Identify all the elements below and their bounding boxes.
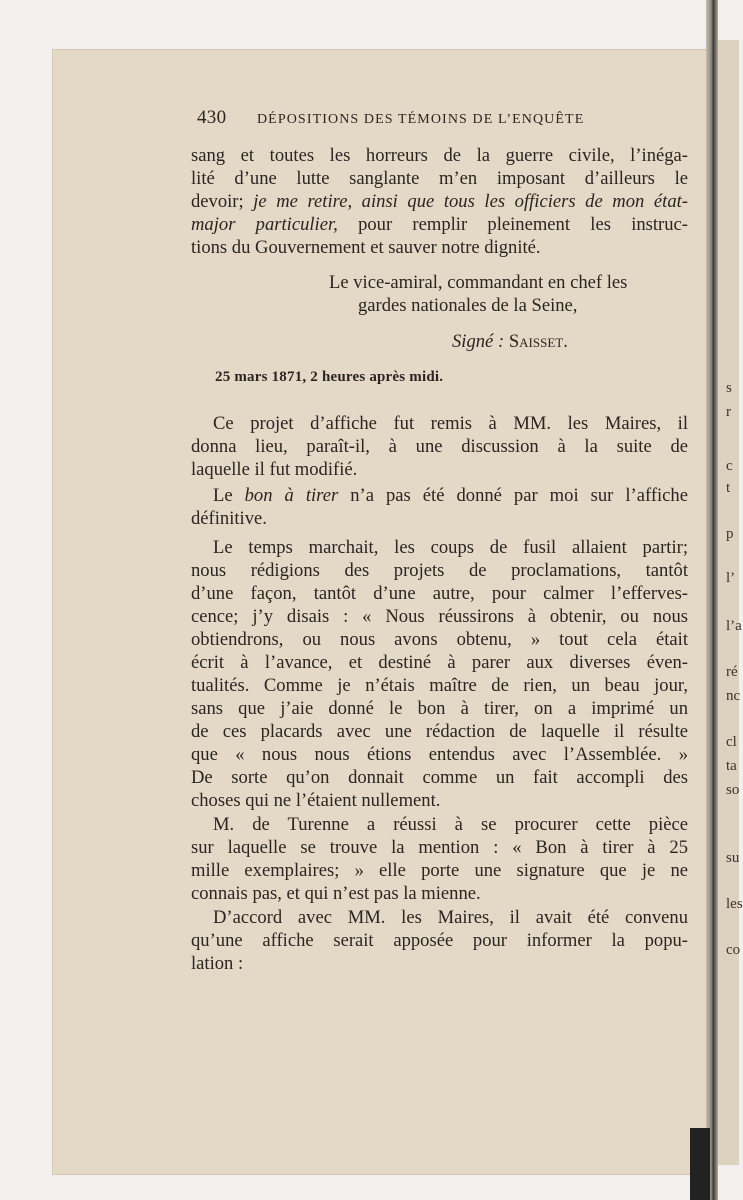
- text-line: Le temps marchait, les coups de fusil allaient partir;: [213, 537, 688, 558]
- text-line: sans que j’aie donné le bon à tirer, on a imprimé un: [191, 698, 688, 719]
- facing-fragment: r: [726, 404, 731, 420]
- running-title: DÉPOSITIONS DES TÉMOINS DE L’ENQUÊTE: [256, 112, 585, 127]
- text-fragment: Le: [213, 485, 245, 506]
- facing-fragment: les: [726, 896, 743, 912]
- text-line: mille exemplaires; » elle porte une signature que je ne: [191, 860, 688, 881]
- signatory-line: gardes nationales de la Seine,: [358, 295, 578, 316]
- page-number: 430: [197, 107, 227, 128]
- text-line: laquelle il fut modifié.: [191, 459, 358, 480]
- facing-fragment: l’: [726, 570, 736, 586]
- facing-fragment: co: [726, 942, 741, 958]
- text-line: tions du Gouvernement et sauver notre dignité.: [191, 237, 541, 258]
- italic-fragment: bon à tirer: [244, 485, 339, 506]
- book-gutter: [706, 0, 718, 1200]
- facing-fragment: t: [726, 480, 731, 496]
- text-line: qu’une affiche serait apposée pour informer la popu-: [191, 930, 688, 951]
- facing-fragment: ta: [726, 758, 737, 774]
- text-line: sur laquelle se trouve la mention : « Bon à tirer à 25: [191, 837, 688, 858]
- text-line: écrit à l’avance, et destiné à parer aux diverses éven-: [191, 652, 688, 673]
- text-line: lité d’une lutte sanglante m’en imposant d’ailleurs le: [191, 168, 688, 189]
- facing-fragment: nc: [726, 688, 741, 704]
- facing-fragment: p: [726, 526, 734, 542]
- facing-fragment: cl: [726, 734, 737, 750]
- text-line: De sorte qu’on donnait comme un fait accompli des: [191, 767, 688, 788]
- text-line: de ces placards avec une rédaction de laquelle il résulte: [191, 721, 688, 742]
- text-line: sang et toutes les horreurs de la guerre civile, l’inéga-: [191, 145, 688, 166]
- facing-fragment: so: [726, 782, 740, 798]
- text-line: que « nous nous étions entendus avec l’Assemblée. »: [191, 744, 688, 765]
- italic-fragment: major particulier,: [191, 214, 338, 235]
- text-line: cence; j’y disais : « Nous réussirons à obtenir, ou nous: [191, 606, 688, 627]
- signed-label: Signé :: [452, 331, 505, 352]
- text-fragment: devoir;: [191, 191, 254, 212]
- text-line: connais pas, et qui n’est pas la mienne.: [191, 883, 481, 904]
- text-line: Ce projet d’affiche fut remis à MM. les Maires, il: [213, 413, 688, 434]
- text-line: [191, 484, 688, 507]
- text-line: nous rédigions des projets de proclamations, tantôt: [191, 560, 688, 581]
- signatory-line: Le vice-amiral, commandant en chef les: [329, 272, 628, 293]
- facing-fragment: l’a: [726, 618, 742, 634]
- signature: [452, 331, 568, 353]
- facing-fragment: s: [726, 380, 732, 396]
- text-line: [191, 213, 688, 236]
- text-line: obtiendrons, ou nous avons obtenu, » tout cela était: [191, 629, 688, 650]
- italic-fragment: je me retire, ainsi que tous les officiers de mon état-: [253, 191, 688, 212]
- text-line: définitive.: [191, 508, 267, 529]
- text-line: M. de Turenne a réussi à se procurer cette pièce: [213, 814, 688, 835]
- facing-fragment: su: [726, 850, 740, 866]
- text-line: tualités. Comme je n’étais maître de rien, un beau jour,: [191, 675, 688, 696]
- dark-edge: [690, 1128, 710, 1200]
- text-fragment: n’a pas été donné par moi sur l’affiche: [338, 485, 688, 506]
- text-line: lation :: [191, 953, 244, 974]
- dateline: 25 mars 1871, 2 heures après midi.: [215, 369, 444, 385]
- facing-fragment: c: [726, 458, 733, 474]
- text-line: D’accord avec MM. les Maires, il avait été convenu: [213, 907, 688, 928]
- text-line: donna lieu, paraît-il, à une discussion à la suite de: [191, 436, 688, 457]
- running-header: [197, 107, 584, 129]
- facing-fragment: ré: [726, 664, 738, 680]
- facing-page-edge: [718, 40, 743, 1165]
- signed-name: Saisset.: [508, 331, 568, 352]
- text-line: [191, 190, 688, 213]
- text-line: d’une façon, tantôt d’une autre, pour calmer l’efferves-: [191, 583, 688, 604]
- text-line: choses qui ne l’étaient nullement.: [191, 790, 441, 811]
- text-fragment: pour remplir pleinement les instruc-: [337, 214, 688, 235]
